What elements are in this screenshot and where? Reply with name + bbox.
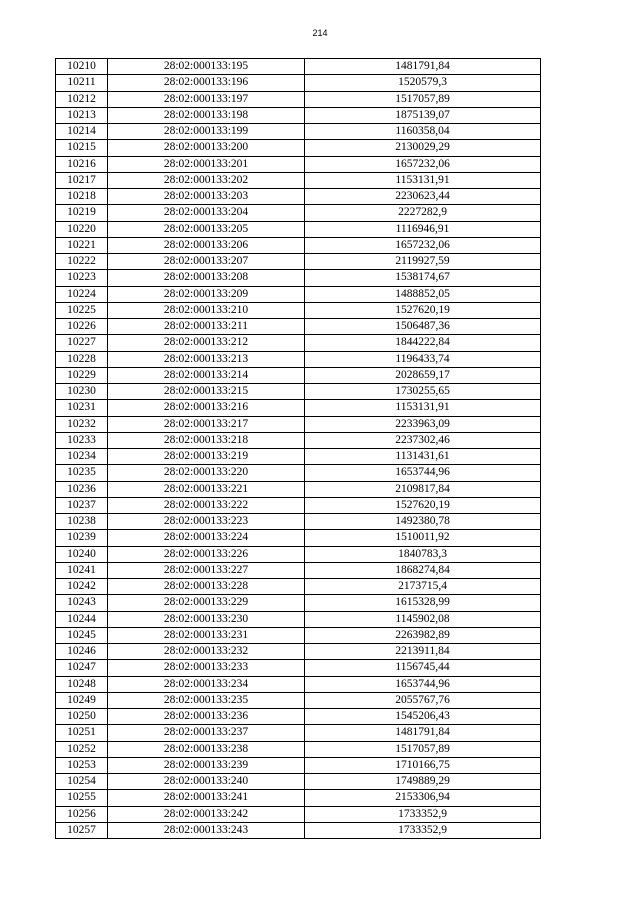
cadastral-number-cell: 28:02:000133:235: [108, 692, 305, 708]
cadastral-value-cell: 1527620,19: [305, 497, 541, 513]
table-row: [56, 286, 541, 302]
row-number-cell: 10243: [56, 595, 108, 611]
row-number-cell: 10225: [56, 302, 108, 318]
cadastral-value-cell: 2213911,84: [305, 644, 541, 660]
table-row: [56, 660, 541, 676]
table-row: [56, 416, 541, 432]
row-number-cell: 10242: [56, 579, 108, 595]
row-number-cell: 10248: [56, 676, 108, 692]
cadastral-number-cell: 28:02:000133:208: [108, 270, 305, 286]
row-number-cell: 10212: [56, 91, 108, 107]
cadastral-number-cell: 28:02:000133:204: [108, 205, 305, 221]
table-row: [56, 627, 541, 643]
row-number-cell: 10253: [56, 757, 108, 773]
table-row: [56, 530, 541, 546]
cadastral-number-cell: 28:02:000133:198: [108, 107, 305, 123]
cadastral-value-table: [55, 58, 541, 839]
row-number-cell: 10246: [56, 644, 108, 660]
row-number-cell: 10215: [56, 140, 108, 156]
table-row: [56, 757, 541, 773]
table-row: [56, 254, 541, 270]
table-row: [56, 449, 541, 465]
cadastral-number-cell: 28:02:000133:228: [108, 579, 305, 595]
table-body: [56, 59, 541, 839]
table-row: [56, 205, 541, 221]
cadastral-value-cell: 1653744,96: [305, 676, 541, 692]
cadastral-value-cell: 2227282,9: [305, 205, 541, 221]
cadastral-number-cell: 28:02:000133:222: [108, 497, 305, 513]
cadastral-number-cell: 28:02:000133:203: [108, 189, 305, 205]
table-row: [56, 107, 541, 123]
cadastral-number-cell: 28:02:000133:207: [108, 254, 305, 270]
row-number-cell: 10217: [56, 172, 108, 188]
row-number-cell: 10241: [56, 562, 108, 578]
cadastral-value-cell: 1131431,61: [305, 449, 541, 465]
cadastral-number-cell: 28:02:000133:241: [108, 790, 305, 806]
cadastral-value-cell: 2230623,44: [305, 189, 541, 205]
table-row: [56, 465, 541, 481]
table-row: [56, 481, 541, 497]
row-number-cell: 10229: [56, 367, 108, 383]
cadastral-value-cell: 1517057,89: [305, 741, 541, 757]
row-number-cell: 10236: [56, 481, 108, 497]
cadastral-number-cell: 28:02:000133:230: [108, 611, 305, 627]
row-number-cell: 10214: [56, 124, 108, 140]
row-number-cell: 10221: [56, 237, 108, 253]
table-row: [56, 741, 541, 757]
row-number-cell: 10254: [56, 774, 108, 790]
row-number-cell: 10239: [56, 530, 108, 546]
cadastral-value-cell: 1868274,84: [305, 562, 541, 578]
cadastral-value-cell: 1840783,3: [305, 546, 541, 562]
cadastral-value-cell: 2130029,29: [305, 140, 541, 156]
row-number-cell: 10247: [56, 660, 108, 676]
cadastral-value-cell: 1481791,84: [305, 725, 541, 741]
table-row: [56, 400, 541, 416]
row-number-cell: 10216: [56, 156, 108, 172]
row-number-cell: 10234: [56, 449, 108, 465]
cadastral-number-cell: 28:02:000133:213: [108, 351, 305, 367]
cadastral-number-cell: 28:02:000133:201: [108, 156, 305, 172]
cadastral-value-cell: 1156745,44: [305, 660, 541, 676]
cadastral-number-cell: 28:02:000133:211: [108, 319, 305, 335]
cadastral-value-cell: 1520579,3: [305, 75, 541, 91]
cadastral-value-cell: 1116946,91: [305, 221, 541, 237]
table-row: [56, 806, 541, 822]
cadastral-value-cell: 1506487,36: [305, 319, 541, 335]
cadastral-number-cell: 28:02:000133:206: [108, 237, 305, 253]
cadastral-value-cell: 1538174,67: [305, 270, 541, 286]
table-row: [56, 319, 541, 335]
cadastral-value-cell: 1196433,74: [305, 351, 541, 367]
table-row: [56, 595, 541, 611]
table-row: [56, 124, 541, 140]
cadastral-number-cell: 28:02:000133:232: [108, 644, 305, 660]
cadastral-number-cell: 28:02:000133:210: [108, 302, 305, 318]
row-number-cell: 10251: [56, 725, 108, 741]
row-number-cell: 10220: [56, 221, 108, 237]
table-row: [56, 676, 541, 692]
row-number-cell: 10237: [56, 497, 108, 513]
cadastral-number-cell: 28:02:000133:197: [108, 91, 305, 107]
table-row: [56, 237, 541, 253]
row-number-cell: 10244: [56, 611, 108, 627]
table-row: [56, 367, 541, 383]
table-row: [56, 335, 541, 351]
table-row: [56, 514, 541, 530]
cadastral-value-cell: 2153306,94: [305, 790, 541, 806]
row-number-cell: 10250: [56, 709, 108, 725]
row-number-cell: 10245: [56, 627, 108, 643]
table-row: [56, 562, 541, 578]
cadastral-number-cell: 28:02:000133:212: [108, 335, 305, 351]
cadastral-value-cell: 1527620,19: [305, 302, 541, 318]
cadastral-value-cell: 1657232,06: [305, 156, 541, 172]
table-row: [56, 644, 541, 660]
cadastral-number-cell: 28:02:000133:199: [108, 124, 305, 140]
cadastral-value-cell: 1844222,84: [305, 335, 541, 351]
cadastral-value-cell: 1153131,91: [305, 172, 541, 188]
table-row: [56, 725, 541, 741]
cadastral-value-cell: 2263982,89: [305, 627, 541, 643]
cadastral-number-cell: 28:02:000133:237: [108, 725, 305, 741]
cadastral-number-cell: 28:02:000133:216: [108, 400, 305, 416]
row-number-cell: 10223: [56, 270, 108, 286]
row-number-cell: 10232: [56, 416, 108, 432]
row-number-cell: 10226: [56, 319, 108, 335]
cadastral-value-cell: 2237302,46: [305, 432, 541, 448]
row-number-cell: 10256: [56, 806, 108, 822]
cadastral-value-cell: 1517057,89: [305, 91, 541, 107]
table-row: [56, 302, 541, 318]
cadastral-number-cell: 28:02:000133:227: [108, 562, 305, 578]
table-row: [56, 384, 541, 400]
cadastral-number-cell: 28:02:000133:217: [108, 416, 305, 432]
table-row: [56, 156, 541, 172]
table-row: [56, 497, 541, 513]
row-number-cell: 10210: [56, 59, 108, 75]
cadastral-number-cell: 28:02:000133:236: [108, 709, 305, 725]
cadastral-number-cell: 28:02:000133:202: [108, 172, 305, 188]
table-row: [56, 546, 541, 562]
cadastral-value-cell: 1653744,96: [305, 465, 541, 481]
cadastral-value-cell: 1153131,91: [305, 400, 541, 416]
cadastral-number-cell: 28:02:000133:234: [108, 676, 305, 692]
cadastral-value-cell: 1510011,92: [305, 530, 541, 546]
row-number-cell: 10235: [56, 465, 108, 481]
row-number-cell: 10231: [56, 400, 108, 416]
row-number-cell: 10218: [56, 189, 108, 205]
cadastral-value-cell: 1875139,07: [305, 107, 541, 123]
table-row: [56, 140, 541, 156]
row-number-cell: 10255: [56, 790, 108, 806]
row-number-cell: 10211: [56, 75, 108, 91]
cadastral-value-cell: 2028659,17: [305, 367, 541, 383]
cadastral-number-cell: 28:02:000133:243: [108, 822, 305, 838]
table-row: [56, 91, 541, 107]
cadastral-value-cell: 1615328,99: [305, 595, 541, 611]
row-number-cell: 10222: [56, 254, 108, 270]
cadastral-value-cell: 1545206,43: [305, 709, 541, 725]
row-number-cell: 10257: [56, 822, 108, 838]
cadastral-value-cell: 1710166,75: [305, 757, 541, 773]
table-row: [56, 822, 541, 838]
cadastral-value-cell: 1488852,05: [305, 286, 541, 302]
table-row: [56, 790, 541, 806]
table-row: [56, 221, 541, 237]
cadastral-number-cell: 28:02:000133:231: [108, 627, 305, 643]
cadastral-value-cell: 1749889,29: [305, 774, 541, 790]
table-row: [56, 270, 541, 286]
row-number-cell: 10228: [56, 351, 108, 367]
cadastral-number-cell: 28:02:000133:209: [108, 286, 305, 302]
cadastral-value-cell: 1481791,84: [305, 59, 541, 75]
table-row: [56, 59, 541, 75]
table-row: [56, 692, 541, 708]
table-row: [56, 579, 541, 595]
cadastral-number-cell: 28:02:000133:224: [108, 530, 305, 546]
cadastral-number-cell: 28:02:000133:239: [108, 757, 305, 773]
cadastral-number-cell: 28:02:000133:200: [108, 140, 305, 156]
row-number-cell: 10240: [56, 546, 108, 562]
table-row: [56, 611, 541, 627]
cadastral-number-cell: 28:02:000133:221: [108, 481, 305, 497]
cadastral-value-cell: 1733352,9: [305, 806, 541, 822]
cadastral-value-cell: 1730255,65: [305, 384, 541, 400]
cadastral-value-cell: 2055767,76: [305, 692, 541, 708]
cadastral-number-cell: 28:02:000133:233: [108, 660, 305, 676]
cadastral-number-cell: 28:02:000133:220: [108, 465, 305, 481]
cadastral-number-cell: 28:02:000133:219: [108, 449, 305, 465]
cadastral-value-cell: 2173715,4: [305, 579, 541, 595]
table-row: [56, 75, 541, 91]
cadastral-value-cell: 1657232,06: [305, 237, 541, 253]
cadastral-number-cell: 28:02:000133:229: [108, 595, 305, 611]
cadastral-value-cell: 2119927,59: [305, 254, 541, 270]
table-row: [56, 432, 541, 448]
cadastral-number-cell: 28:02:000133:218: [108, 432, 305, 448]
row-number-cell: 10230: [56, 384, 108, 400]
page-number: 214: [312, 28, 328, 38]
cadastral-value-cell: 1145902,08: [305, 611, 541, 627]
cadastral-number-cell: 28:02:000133:195: [108, 59, 305, 75]
row-number-cell: 10233: [56, 432, 108, 448]
row-number-cell: 10227: [56, 335, 108, 351]
cadastral-value-cell: 2233963,09: [305, 416, 541, 432]
cadastral-number-cell: 28:02:000133:215: [108, 384, 305, 400]
cadastral-value-cell: 1160358,04: [305, 124, 541, 140]
row-number-cell: 10219: [56, 205, 108, 221]
cadastral-number-cell: 28:02:000133:240: [108, 774, 305, 790]
table-row: [56, 351, 541, 367]
row-number-cell: 10249: [56, 692, 108, 708]
row-number-cell: 10213: [56, 107, 108, 123]
row-number-cell: 10252: [56, 741, 108, 757]
cadastral-value-cell: 2109817,84: [305, 481, 541, 497]
cadastral-number-cell: 28:02:000133:214: [108, 367, 305, 383]
row-number-cell: 10224: [56, 286, 108, 302]
cadastral-number-cell: 28:02:000133:238: [108, 741, 305, 757]
table-row: [56, 189, 541, 205]
cadastral-number-cell: 28:02:000133:223: [108, 514, 305, 530]
table-row: [56, 774, 541, 790]
cadastral-value-cell: 1733352,9: [305, 822, 541, 838]
cadastral-number-cell: 28:02:000133:205: [108, 221, 305, 237]
row-number-cell: 10238: [56, 514, 108, 530]
cadastral-number-cell: 28:02:000133:242: [108, 806, 305, 822]
cadastral-number-cell: 28:02:000133:196: [108, 75, 305, 91]
cadastral-number-cell: 28:02:000133:226: [108, 546, 305, 562]
table-row: [56, 172, 541, 188]
table-row: [56, 709, 541, 725]
cadastral-value-cell: 1492380,78: [305, 514, 541, 530]
